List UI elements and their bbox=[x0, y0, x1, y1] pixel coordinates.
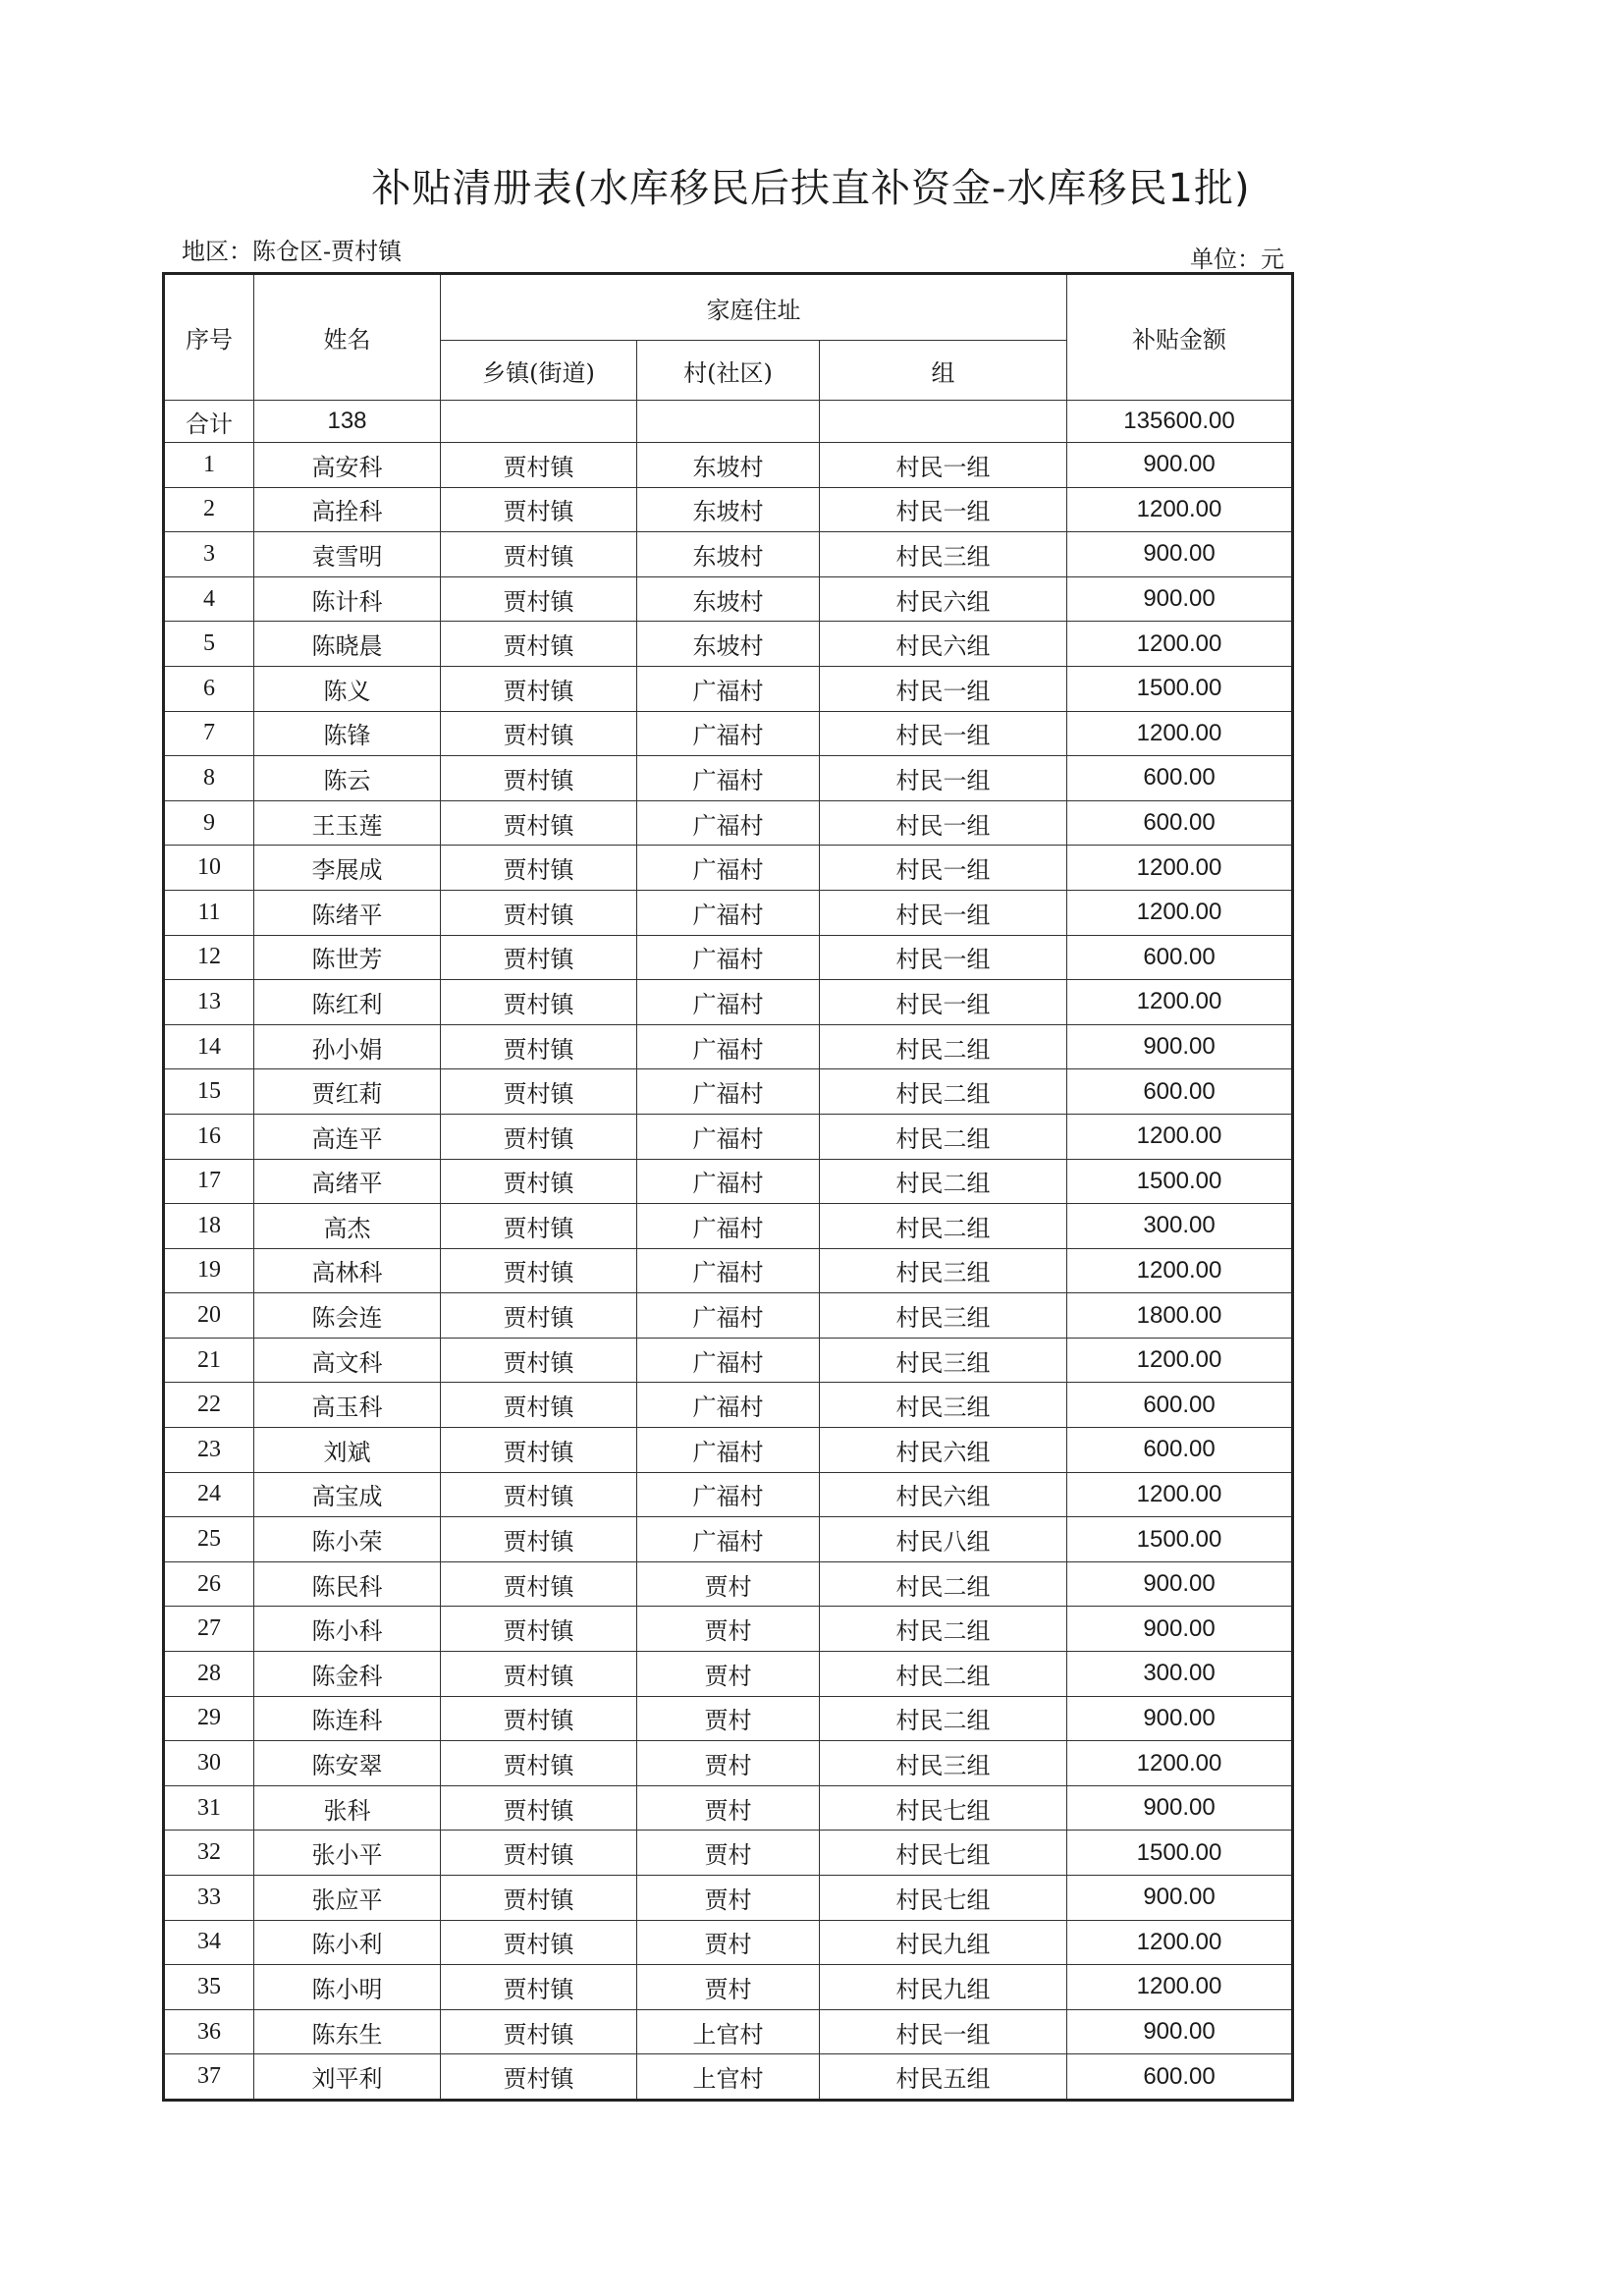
row-village: 广福村 bbox=[637, 711, 820, 756]
table-row bbox=[164, 1024, 1293, 1069]
table-row bbox=[164, 1293, 1293, 1339]
row-name: 陈小科 bbox=[254, 1607, 441, 1652]
row-name: 袁雪明 bbox=[254, 532, 441, 577]
row-amount: 1200.00 bbox=[1067, 1741, 1293, 1786]
row-town: 贾村镇 bbox=[441, 1920, 637, 1965]
row-town: 贾村镇 bbox=[441, 1338, 637, 1383]
row-amount: 1200.00 bbox=[1067, 487, 1293, 532]
row-seq: 4 bbox=[164, 576, 254, 622]
row-village: 广福村 bbox=[637, 980, 820, 1025]
row-town: 贾村镇 bbox=[441, 1293, 637, 1339]
row-group: 村民五组 bbox=[820, 2054, 1067, 2101]
row-amount: 900.00 bbox=[1067, 1876, 1293, 1921]
row-amount: 300.00 bbox=[1067, 1204, 1293, 1249]
row-name: 陈民科 bbox=[254, 1561, 441, 1607]
total-town-empty bbox=[441, 401, 637, 443]
table-row bbox=[164, 1696, 1293, 1741]
row-name: 高绪平 bbox=[254, 1159, 441, 1204]
row-group: 村民一组 bbox=[820, 890, 1067, 935]
row-town: 贾村镇 bbox=[441, 1472, 637, 1517]
row-name: 陈金科 bbox=[254, 1652, 441, 1697]
row-town: 贾村镇 bbox=[441, 1428, 637, 1473]
row-seq: 29 bbox=[164, 1696, 254, 1741]
table-row bbox=[164, 1159, 1293, 1204]
row-seq: 33 bbox=[164, 1876, 254, 1921]
row-seq: 12 bbox=[164, 935, 254, 980]
row-seq: 8 bbox=[164, 756, 254, 801]
row-name: 陈计科 bbox=[254, 576, 441, 622]
row-seq: 26 bbox=[164, 1561, 254, 1607]
total-amount: 135600.00 bbox=[1067, 401, 1293, 443]
row-group: 村民九组 bbox=[820, 1920, 1067, 1965]
header-amount: 补贴金额 bbox=[1067, 274, 1293, 401]
table-row bbox=[164, 2054, 1293, 2101]
row-group: 村民八组 bbox=[820, 1517, 1067, 1562]
row-group: 村民一组 bbox=[820, 2009, 1067, 2054]
row-village: 广福村 bbox=[637, 1159, 820, 1204]
row-group: 村民七组 bbox=[820, 1876, 1067, 1921]
row-amount: 600.00 bbox=[1067, 756, 1293, 801]
row-name: 陈连科 bbox=[254, 1696, 441, 1741]
table-row bbox=[164, 800, 1293, 846]
row-amount: 600.00 bbox=[1067, 2054, 1293, 2101]
row-town: 贾村镇 bbox=[441, 1741, 637, 1786]
row-seq: 34 bbox=[164, 1920, 254, 1965]
table-row bbox=[164, 1785, 1293, 1831]
row-group: 村民六组 bbox=[820, 1472, 1067, 1517]
table-row bbox=[164, 622, 1293, 667]
row-village: 广福村 bbox=[637, 1383, 820, 1428]
row-amount: 1200.00 bbox=[1067, 890, 1293, 935]
table-row bbox=[164, 1831, 1293, 1876]
row-amount: 900.00 bbox=[1067, 576, 1293, 622]
row-amount: 1200.00 bbox=[1067, 711, 1293, 756]
row-seq: 13 bbox=[164, 980, 254, 1025]
row-seq: 6 bbox=[164, 666, 254, 711]
row-village: 贾村 bbox=[637, 1876, 820, 1921]
row-name: 孙小娟 bbox=[254, 1024, 441, 1069]
row-village: 广福村 bbox=[637, 800, 820, 846]
header-town: 乡镇(街道) bbox=[441, 341, 637, 401]
row-town: 贾村镇 bbox=[441, 1696, 637, 1741]
table-row bbox=[164, 1965, 1293, 2010]
row-town: 贾村镇 bbox=[441, 935, 637, 980]
table-row bbox=[164, 1428, 1293, 1473]
table-row bbox=[164, 2009, 1293, 2054]
row-village: 广福村 bbox=[637, 935, 820, 980]
row-seq: 2 bbox=[164, 487, 254, 532]
row-group: 村民二组 bbox=[820, 1696, 1067, 1741]
table-row bbox=[164, 1383, 1293, 1428]
row-seq: 17 bbox=[164, 1159, 254, 1204]
table-row bbox=[164, 666, 1293, 711]
row-town: 贾村镇 bbox=[441, 1876, 637, 1921]
table-row bbox=[164, 443, 1293, 488]
table-row bbox=[164, 532, 1293, 577]
row-amount: 900.00 bbox=[1067, 443, 1293, 488]
row-town: 贾村镇 bbox=[441, 1607, 637, 1652]
row-town: 贾村镇 bbox=[441, 1965, 637, 2010]
row-name: 陈晓晨 bbox=[254, 622, 441, 667]
row-group: 村民三组 bbox=[820, 1248, 1067, 1293]
row-village: 广福村 bbox=[637, 1114, 820, 1159]
row-amount: 1200.00 bbox=[1067, 622, 1293, 667]
row-seq: 30 bbox=[164, 1741, 254, 1786]
row-name: 高安科 bbox=[254, 443, 441, 488]
row-amount: 900.00 bbox=[1067, 1561, 1293, 1607]
row-seq: 32 bbox=[164, 1831, 254, 1876]
table-row bbox=[164, 576, 1293, 622]
row-amount: 1200.00 bbox=[1067, 1114, 1293, 1159]
row-village: 广福村 bbox=[637, 1069, 820, 1115]
table-row bbox=[164, 980, 1293, 1025]
row-amount: 1200.00 bbox=[1067, 1338, 1293, 1383]
row-group: 村民一组 bbox=[820, 756, 1067, 801]
row-town: 贾村镇 bbox=[441, 666, 637, 711]
row-town: 贾村镇 bbox=[441, 2009, 637, 2054]
row-town: 贾村镇 bbox=[441, 1652, 637, 1697]
row-village: 东坡村 bbox=[637, 622, 820, 667]
row-town: 贾村镇 bbox=[441, 532, 637, 577]
row-town: 贾村镇 bbox=[441, 1248, 637, 1293]
table-row bbox=[164, 1607, 1293, 1652]
row-seq: 22 bbox=[164, 1383, 254, 1428]
row-seq: 35 bbox=[164, 1965, 254, 2010]
row-group: 村民一组 bbox=[820, 846, 1067, 891]
row-seq: 31 bbox=[164, 1785, 254, 1831]
row-amount: 1200.00 bbox=[1067, 846, 1293, 891]
row-name: 李展成 bbox=[254, 846, 441, 891]
row-seq: 10 bbox=[164, 846, 254, 891]
row-name: 陈义 bbox=[254, 666, 441, 711]
header-row-1 bbox=[164, 274, 1293, 341]
row-town: 贾村镇 bbox=[441, 1204, 637, 1249]
row-town: 贾村镇 bbox=[441, 1517, 637, 1562]
table-row bbox=[164, 935, 1293, 980]
row-town: 贾村镇 bbox=[441, 1831, 637, 1876]
row-name: 陈东生 bbox=[254, 2009, 441, 2054]
row-amount: 600.00 bbox=[1067, 1383, 1293, 1428]
table-row bbox=[164, 1920, 1293, 1965]
unit-label: 单位：元 bbox=[1190, 246, 1284, 273]
total-row bbox=[164, 401, 1293, 443]
row-group: 村民一组 bbox=[820, 980, 1067, 1025]
row-amount: 1200.00 bbox=[1067, 1920, 1293, 1965]
row-name: 张科 bbox=[254, 1785, 441, 1831]
row-village: 广福村 bbox=[637, 756, 820, 801]
row-group: 村民三组 bbox=[820, 1338, 1067, 1383]
table-row bbox=[164, 846, 1293, 891]
row-seq: 16 bbox=[164, 1114, 254, 1159]
row-town: 贾村镇 bbox=[441, 1785, 637, 1831]
row-village: 东坡村 bbox=[637, 487, 820, 532]
row-group: 村民七组 bbox=[820, 1831, 1067, 1876]
row-town: 贾村镇 bbox=[441, 1024, 637, 1069]
row-name: 高玉科 bbox=[254, 1383, 441, 1428]
row-village: 贾村 bbox=[637, 1965, 820, 2010]
row-group: 村民六组 bbox=[820, 622, 1067, 667]
row-name: 陈绪平 bbox=[254, 890, 441, 935]
header-seq: 序号 bbox=[164, 274, 254, 401]
row-group: 村民九组 bbox=[820, 1965, 1067, 2010]
row-group: 村民二组 bbox=[820, 1159, 1067, 1204]
page-title: 补贴清册表(水库移民后扶直补资金-水库移民1批) bbox=[371, 166, 1251, 211]
row-village: 广福村 bbox=[637, 1472, 820, 1517]
row-seq: 28 bbox=[164, 1652, 254, 1697]
table-row bbox=[164, 890, 1293, 935]
row-village: 贾村 bbox=[637, 1696, 820, 1741]
row-seq: 24 bbox=[164, 1472, 254, 1517]
table-row bbox=[164, 1069, 1293, 1115]
row-amount: 600.00 bbox=[1067, 800, 1293, 846]
total-count: 138 bbox=[254, 401, 441, 443]
row-town: 贾村镇 bbox=[441, 1069, 637, 1115]
row-seq: 11 bbox=[164, 890, 254, 935]
row-group: 村民一组 bbox=[820, 487, 1067, 532]
row-seq: 5 bbox=[164, 622, 254, 667]
row-amount: 900.00 bbox=[1067, 1696, 1293, 1741]
row-seq: 18 bbox=[164, 1204, 254, 1249]
table-row bbox=[164, 1204, 1293, 1249]
row-village: 贾村 bbox=[637, 1561, 820, 1607]
row-group: 村民六组 bbox=[820, 1428, 1067, 1473]
row-seq: 9 bbox=[164, 800, 254, 846]
total-group-empty bbox=[820, 401, 1067, 443]
row-amount: 600.00 bbox=[1067, 1069, 1293, 1115]
table-row bbox=[164, 487, 1293, 532]
row-village: 贾村 bbox=[637, 1741, 820, 1786]
header-name: 姓名 bbox=[254, 274, 441, 401]
row-group: 村民二组 bbox=[820, 1024, 1067, 1069]
table-row bbox=[164, 1741, 1293, 1786]
row-name: 陈会连 bbox=[254, 1293, 441, 1339]
row-village: 广福村 bbox=[637, 1517, 820, 1562]
row-amount: 1200.00 bbox=[1067, 980, 1293, 1025]
row-seq: 25 bbox=[164, 1517, 254, 1562]
row-group: 村民一组 bbox=[820, 800, 1067, 846]
table-row bbox=[164, 1652, 1293, 1697]
table-row bbox=[164, 1472, 1293, 1517]
header-address: 家庭住址 bbox=[441, 274, 1067, 341]
row-village: 东坡村 bbox=[637, 443, 820, 488]
row-name: 陈安翠 bbox=[254, 1741, 441, 1786]
row-village: 东坡村 bbox=[637, 532, 820, 577]
row-seq: 19 bbox=[164, 1248, 254, 1293]
row-group: 村民七组 bbox=[820, 1785, 1067, 1831]
row-village: 上官村 bbox=[637, 2009, 820, 2054]
row-amount: 900.00 bbox=[1067, 2009, 1293, 2054]
row-village: 广福村 bbox=[637, 846, 820, 891]
region-label: 地区：陈仓区-贾村镇 bbox=[182, 238, 403, 265]
row-town: 贾村镇 bbox=[441, 756, 637, 801]
row-group: 村民三组 bbox=[820, 532, 1067, 577]
row-amount: 1500.00 bbox=[1067, 1159, 1293, 1204]
row-amount: 1500.00 bbox=[1067, 1831, 1293, 1876]
row-amount: 600.00 bbox=[1067, 1428, 1293, 1473]
header-village: 村(社区) bbox=[637, 341, 820, 401]
row-village: 广福村 bbox=[637, 1248, 820, 1293]
table-row bbox=[164, 1876, 1293, 1921]
table-row bbox=[164, 1114, 1293, 1159]
row-group: 村民一组 bbox=[820, 666, 1067, 711]
row-village: 上官村 bbox=[637, 2054, 820, 2101]
row-name: 贾红莉 bbox=[254, 1069, 441, 1115]
row-name: 张小平 bbox=[254, 1831, 441, 1876]
row-name: 陈世芳 bbox=[254, 935, 441, 980]
row-seq: 14 bbox=[164, 1024, 254, 1069]
row-town: 贾村镇 bbox=[441, 890, 637, 935]
row-name: 张应平 bbox=[254, 1876, 441, 1921]
row-seq: 27 bbox=[164, 1607, 254, 1652]
row-name: 陈云 bbox=[254, 756, 441, 801]
table-row bbox=[164, 1338, 1293, 1383]
row-amount: 600.00 bbox=[1067, 935, 1293, 980]
row-group: 村民二组 bbox=[820, 1114, 1067, 1159]
row-name: 高文科 bbox=[254, 1338, 441, 1383]
row-group: 村民六组 bbox=[820, 576, 1067, 622]
row-town: 贾村镇 bbox=[441, 2054, 637, 2101]
row-name: 陈小明 bbox=[254, 1965, 441, 2010]
subsidy-register-table bbox=[162, 272, 1294, 2102]
total-village-empty bbox=[637, 401, 820, 443]
row-name: 高拴科 bbox=[254, 487, 441, 532]
row-seq: 23 bbox=[164, 1428, 254, 1473]
row-amount: 1200.00 bbox=[1067, 1472, 1293, 1517]
row-town: 贾村镇 bbox=[441, 622, 637, 667]
row-seq: 15 bbox=[164, 1069, 254, 1115]
row-village: 贾村 bbox=[637, 1607, 820, 1652]
row-village: 贾村 bbox=[637, 1831, 820, 1876]
row-group: 村民二组 bbox=[820, 1652, 1067, 1697]
row-amount: 1800.00 bbox=[1067, 1293, 1293, 1339]
row-group: 村民一组 bbox=[820, 711, 1067, 756]
row-amount: 900.00 bbox=[1067, 532, 1293, 577]
row-amount: 1200.00 bbox=[1067, 1965, 1293, 2010]
header-group: 组 bbox=[820, 341, 1067, 401]
row-group: 村民二组 bbox=[820, 1561, 1067, 1607]
table-row bbox=[164, 1517, 1293, 1562]
row-seq: 7 bbox=[164, 711, 254, 756]
row-village: 广福村 bbox=[637, 1293, 820, 1339]
row-name: 陈小荣 bbox=[254, 1517, 441, 1562]
row-group: 村民一组 bbox=[820, 935, 1067, 980]
row-town: 贾村镇 bbox=[441, 1383, 637, 1428]
row-group: 村民二组 bbox=[820, 1069, 1067, 1115]
row-village: 贾村 bbox=[637, 1652, 820, 1697]
row-name: 高林科 bbox=[254, 1248, 441, 1293]
row-village: 广福村 bbox=[637, 890, 820, 935]
row-village: 东坡村 bbox=[637, 576, 820, 622]
row-town: 贾村镇 bbox=[441, 800, 637, 846]
row-seq: 21 bbox=[164, 1338, 254, 1383]
table-row bbox=[164, 1561, 1293, 1607]
row-name: 陈小利 bbox=[254, 1920, 441, 1965]
row-name: 刘平利 bbox=[254, 2054, 441, 2101]
row-name: 刘斌 bbox=[254, 1428, 441, 1473]
row-seq: 37 bbox=[164, 2054, 254, 2101]
row-town: 贾村镇 bbox=[441, 1114, 637, 1159]
row-group: 村民三组 bbox=[820, 1293, 1067, 1339]
row-seq: 3 bbox=[164, 532, 254, 577]
total-label: 合计 bbox=[164, 401, 254, 443]
row-amount: 900.00 bbox=[1067, 1785, 1293, 1831]
row-town: 贾村镇 bbox=[441, 443, 637, 488]
row-seq: 1 bbox=[164, 443, 254, 488]
row-name: 王玉莲 bbox=[254, 800, 441, 846]
row-town: 贾村镇 bbox=[441, 1159, 637, 1204]
row-village: 贾村 bbox=[637, 1785, 820, 1831]
row-amount: 900.00 bbox=[1067, 1024, 1293, 1069]
row-amount: 1500.00 bbox=[1067, 666, 1293, 711]
row-village: 广福村 bbox=[637, 1024, 820, 1069]
row-name: 陈红利 bbox=[254, 980, 441, 1025]
row-town: 贾村镇 bbox=[441, 487, 637, 532]
row-amount: 900.00 bbox=[1067, 1607, 1293, 1652]
table-row bbox=[164, 711, 1293, 756]
table-row bbox=[164, 1248, 1293, 1293]
row-group: 村民一组 bbox=[820, 443, 1067, 488]
row-seq: 36 bbox=[164, 2009, 254, 2054]
row-town: 贾村镇 bbox=[441, 846, 637, 891]
row-group: 村民三组 bbox=[820, 1741, 1067, 1786]
row-group: 村民二组 bbox=[820, 1607, 1067, 1652]
row-village: 广福村 bbox=[637, 1428, 820, 1473]
row-village: 贾村 bbox=[637, 1920, 820, 1965]
row-town: 贾村镇 bbox=[441, 980, 637, 1025]
row-seq: 20 bbox=[164, 1293, 254, 1339]
row-town: 贾村镇 bbox=[441, 711, 637, 756]
row-amount: 1500.00 bbox=[1067, 1517, 1293, 1562]
row-village: 广福村 bbox=[637, 1338, 820, 1383]
row-amount: 300.00 bbox=[1067, 1652, 1293, 1697]
row-town: 贾村镇 bbox=[441, 576, 637, 622]
row-name: 陈锋 bbox=[254, 711, 441, 756]
row-group: 村民三组 bbox=[820, 1383, 1067, 1428]
row-group: 村民二组 bbox=[820, 1204, 1067, 1249]
row-name: 高宝成 bbox=[254, 1472, 441, 1517]
row-village: 广福村 bbox=[637, 1204, 820, 1249]
table-row bbox=[164, 756, 1293, 801]
row-town: 贾村镇 bbox=[441, 1561, 637, 1607]
row-amount: 1200.00 bbox=[1067, 1248, 1293, 1293]
row-name: 高连平 bbox=[254, 1114, 441, 1159]
row-name: 高杰 bbox=[254, 1204, 441, 1249]
row-village: 广福村 bbox=[637, 666, 820, 711]
